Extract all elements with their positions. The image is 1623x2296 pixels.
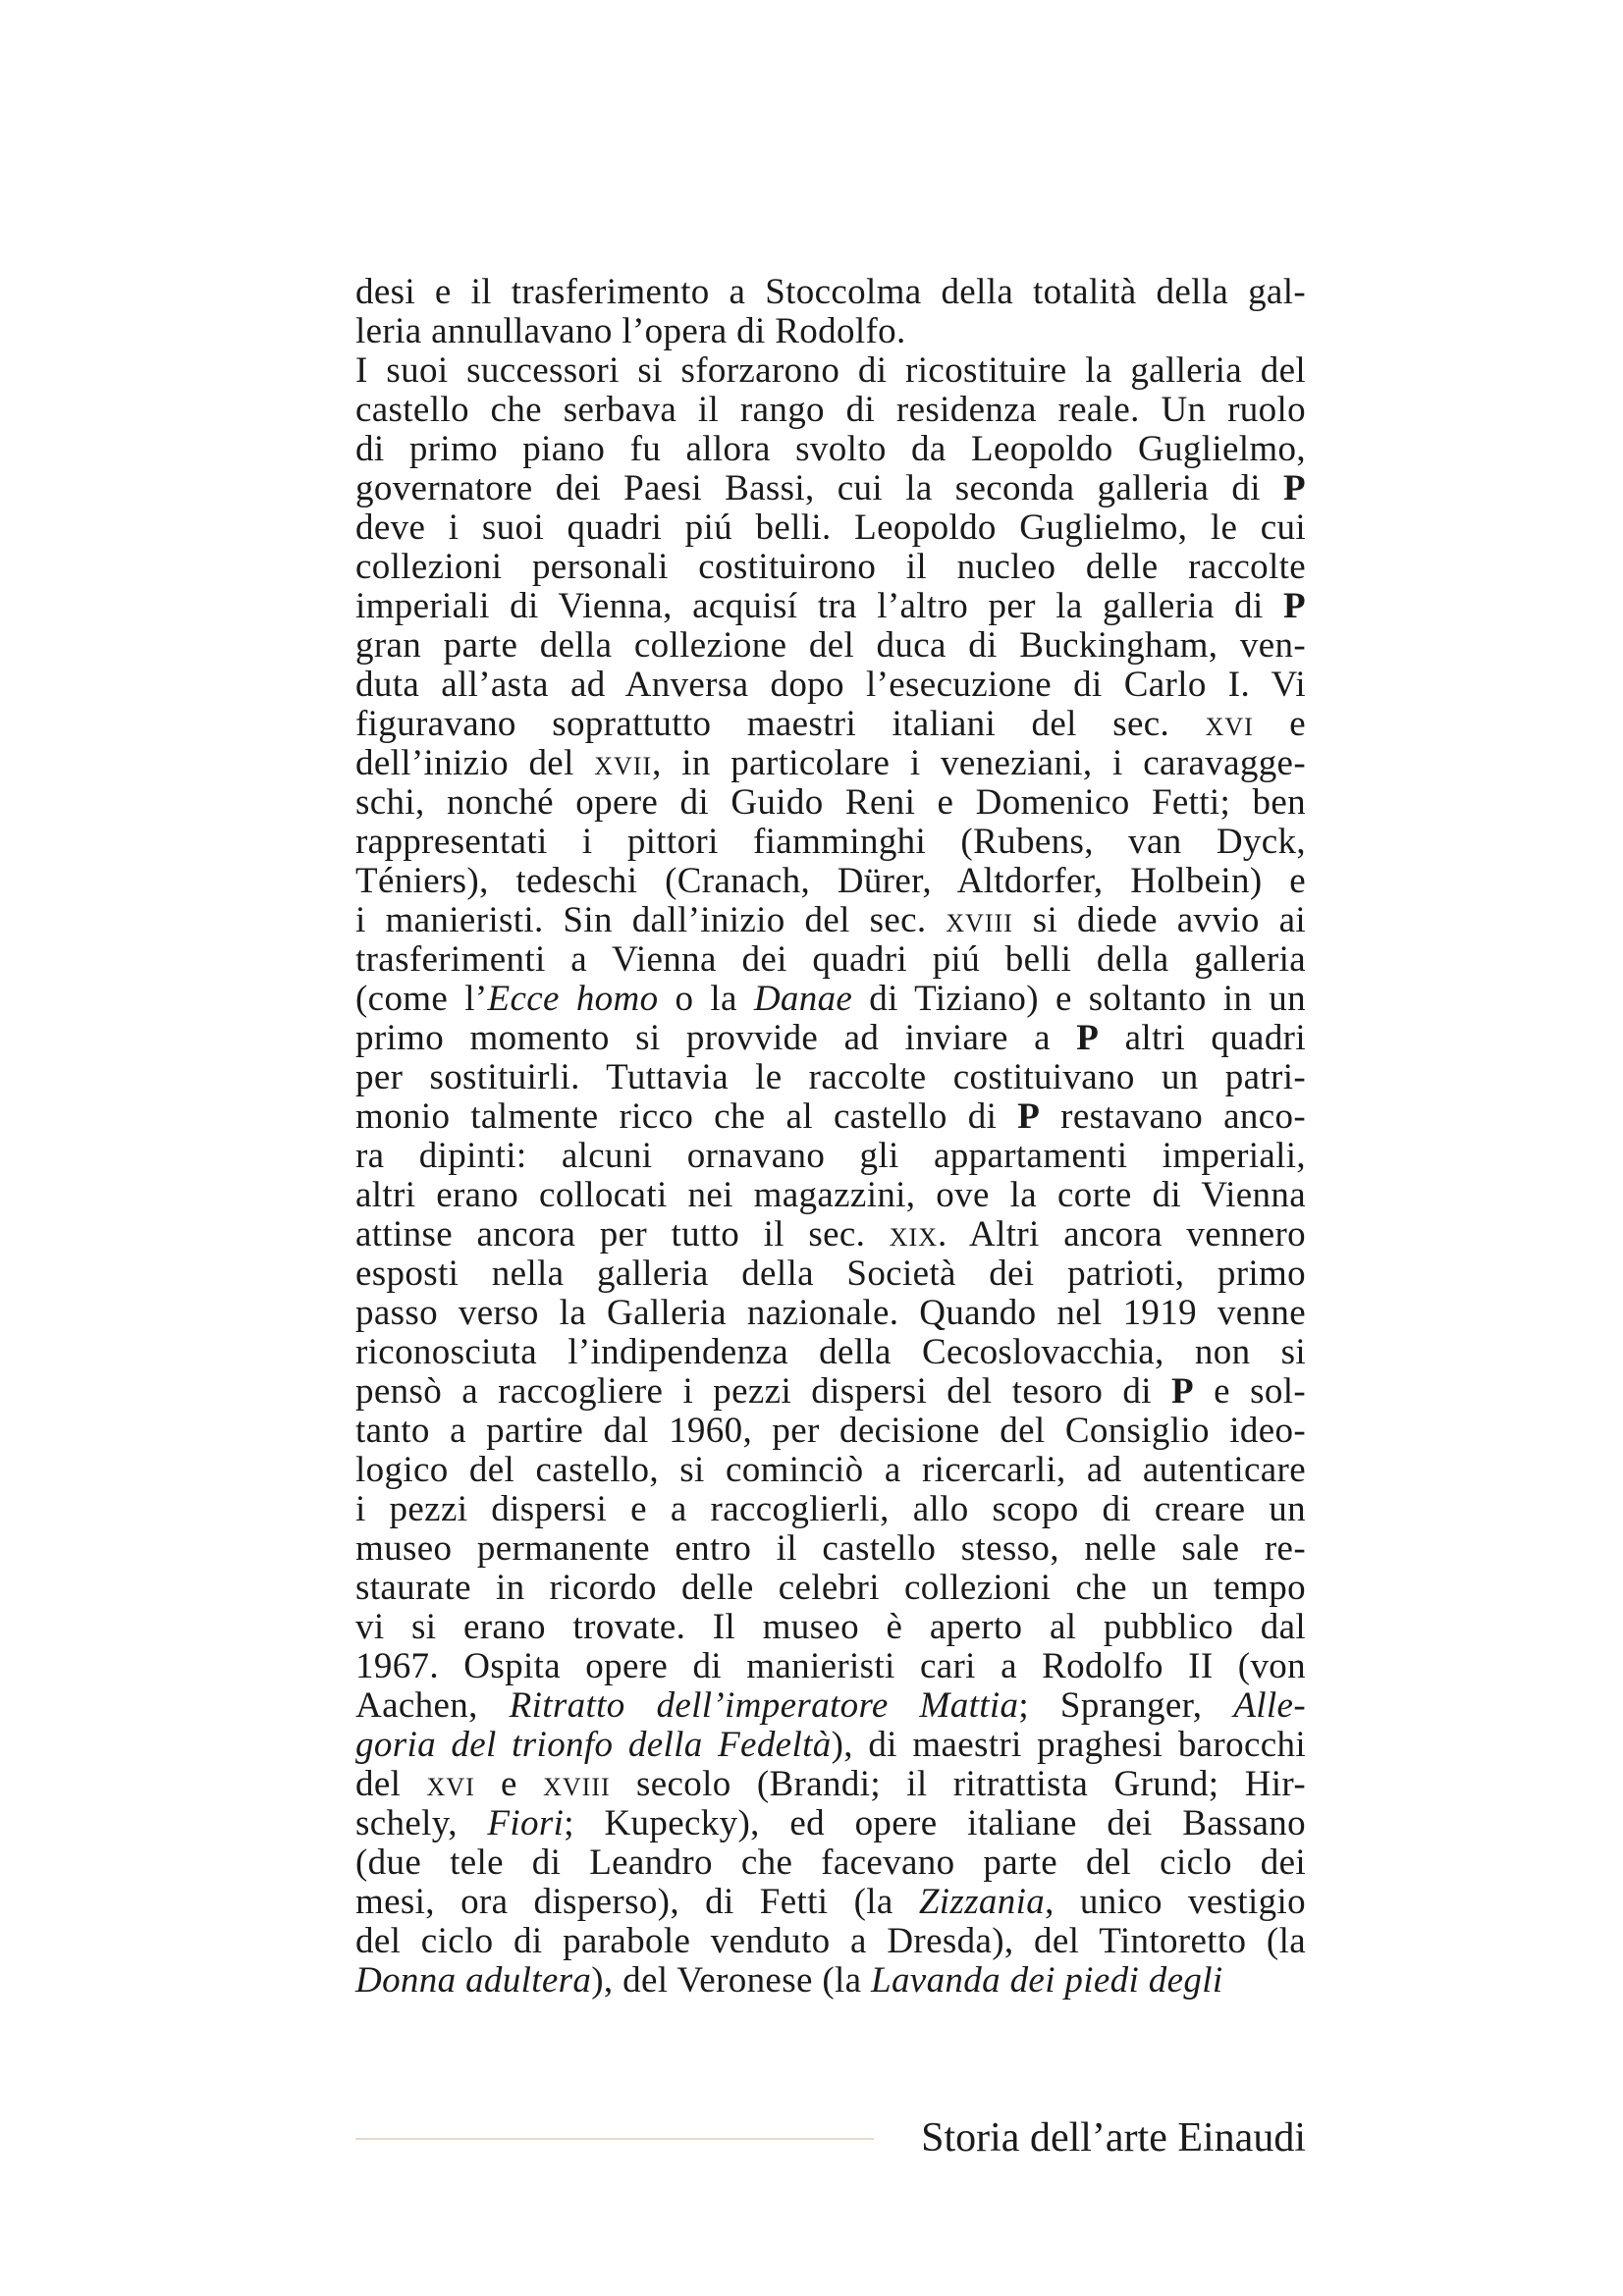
text-line <box>355 1215 1306 1255</box>
text-line <box>355 1255 1306 1294</box>
text-line <box>355 862 1306 901</box>
text-run: leria annullavano l’opera di Rodolfo. <box>355 311 906 351</box>
text-line <box>355 312 1306 351</box>
text-run: castello che serbava il rango di residenza reale. Un ruolo <box>355 390 1306 430</box>
text-run: e sol- <box>1194 1371 1306 1412</box>
text-line <box>355 391 1306 430</box>
text-italic: Ecce homo <box>487 979 659 1019</box>
text-line <box>355 1490 1306 1529</box>
text-run: deve i suoi quadri piú belli. Leopoldo Guglielmo, le cui <box>355 507 1306 548</box>
text-run: dell’inizio del <box>355 743 595 783</box>
text-line <box>355 351 1306 391</box>
text-run: , unico vestigio <box>1045 1882 1307 1922</box>
text-italic: Donna adultera <box>355 1960 592 2001</box>
footer-rule <box>355 2138 874 2140</box>
text-smallcaps: xvi <box>426 1764 475 1804</box>
text-run: si diede avvio ai <box>1012 900 1306 940</box>
text-run: o la <box>658 979 754 1019</box>
text-smallcaps: xviii <box>543 1764 611 1804</box>
text-line <box>355 1686 1306 1726</box>
text-run: logico del castello, si cominciò a ricercarli, ad autenticare <box>355 1450 1306 1490</box>
text-line <box>355 783 1306 823</box>
text-run: del ciclo di parabole venduto a Dresda), del Tintoretto (la <box>355 1921 1306 1961</box>
text-line <box>355 1883 1306 1922</box>
text-run: (come l’ <box>355 979 488 1019</box>
text-run: I suoi successori si sforzarono di ricostituire la galleria del <box>355 350 1306 391</box>
text-line <box>355 587 1306 626</box>
text-bold: P <box>1017 1096 1041 1137</box>
text-italic: Fiori <box>487 1803 565 1843</box>
text-line <box>355 273 1306 312</box>
text-line <box>355 548 1306 587</box>
text-line <box>355 980 1306 1019</box>
text-italic: Alle- <box>1233 1685 1306 1726</box>
text-line <box>355 1922 1306 1961</box>
text-line <box>355 744 1306 783</box>
text-run: , in particolare i veneziani, i caravagge- <box>652 743 1306 783</box>
text-run: duta all’asta ad Anversa dopo l’esecuzione di Carlo I. Vi <box>355 665 1306 705</box>
text-run: i pezzi dispersi e a raccoglierli, allo scopo di creare un <box>355 1489 1306 1529</box>
text-italic: goria del trionfo della Fedeltà <box>355 1725 832 1765</box>
text-line <box>355 1333 1306 1372</box>
text-line <box>355 1726 1306 1765</box>
body-text <box>355 273 1306 2001</box>
text-run: di Tiziano) e soltanto in un <box>852 979 1306 1019</box>
text-italic: Lavanda dei piedi degli <box>871 1960 1223 2001</box>
text-line <box>355 1608 1306 1647</box>
footer-series-title: Storia dell’arte Einaudi <box>921 2115 1306 2161</box>
text-run: schi, nonché opere di Guido Reni e Domenico Fetti; ben <box>355 782 1306 823</box>
text-line <box>355 705 1306 744</box>
text-run: ), del Veronese (la <box>591 1960 872 2001</box>
text-smallcaps: xviii <box>946 900 1013 940</box>
text-line <box>355 666 1306 705</box>
text-run: . Altri ancora vennero <box>938 1214 1307 1255</box>
text-run: monio talmente ricco che al castello di <box>355 1096 1018 1137</box>
text-run: ; Kupecky), ed opere italiane dei Bassano <box>564 1803 1306 1843</box>
text-run: pensò a raccogliere i pezzi dispersi del tesoro di <box>355 1371 1172 1412</box>
text-run: (due tele di Leandro che facevano parte del ciclo dei <box>355 1842 1306 1883</box>
text-line <box>355 1137 1306 1176</box>
text-smallcaps: xix <box>889 1214 938 1255</box>
text-bold: P <box>1283 586 1306 626</box>
text-line <box>355 508 1306 548</box>
text-run: e <box>474 1764 544 1804</box>
text-italic: Danae <box>753 979 853 1019</box>
text-run: desi e il trasferimento a Stoccolma della totalità della gal- <box>355 272 1306 312</box>
text-line <box>355 901 1306 940</box>
text-run: collezioni personali costituirono il nucleo delle raccolte <box>355 547 1306 587</box>
text-run: schely, <box>355 1803 488 1843</box>
text-run: per sostituirli. Tuttavia le raccolte costituivano un patri- <box>355 1057 1306 1097</box>
text-line <box>355 1097 1306 1137</box>
text-line <box>355 1176 1306 1215</box>
text-run: 1967. Ospita opere di manieristi cari a Rodolfo II (von <box>355 1646 1306 1686</box>
text-run: di primo piano fu allora svolto da Leopoldo Guglielmo, <box>355 429 1306 469</box>
text-run: altri quadri <box>1099 1018 1306 1058</box>
text-run: riconosciuta l’indipendenza della Cecoslovacchia, non si <box>355 1332 1306 1372</box>
text-line <box>355 430 1306 469</box>
page-footer <box>355 2110 1306 2165</box>
text-run: esposti nella galleria della Società dei patrioti, primo <box>355 1254 1306 1294</box>
text-line <box>355 1569 1306 1608</box>
text-run: museo permanente entro il castello stesso, nelle sale re- <box>355 1528 1306 1569</box>
text-line <box>355 1843 1306 1883</box>
text-run: imperiali di Vienna, acquisí tra l’altro per la galleria di <box>355 586 1284 626</box>
text-line <box>355 1529 1306 1569</box>
text-line <box>355 1412 1306 1451</box>
text-line <box>355 1451 1306 1490</box>
text-line <box>355 823 1306 862</box>
text-run: secolo (Brandi; il ritrattista Grund; Hir- <box>610 1764 1306 1804</box>
text-bold: P <box>1076 1018 1100 1058</box>
text-line <box>355 940 1306 980</box>
text-run: altri erano collocati nei magazzini, ove la corte di Vienna <box>355 1175 1306 1215</box>
text-line <box>355 1804 1306 1843</box>
text-line <box>355 1058 1306 1097</box>
text-line <box>355 626 1306 666</box>
text-run: Aachen, <box>355 1685 510 1726</box>
text-run: del <box>355 1764 427 1804</box>
text-bold: P <box>1171 1371 1194 1412</box>
text-italic: Ritratto dell’imperatore Mattia <box>509 1685 1019 1726</box>
text-run: governatore dei Paesi Bassi, cui la seconda galleria di <box>355 468 1284 508</box>
text-run: passo verso la Galleria nazionale. Quando nel 1919 venne <box>355 1293 1306 1333</box>
text-line <box>355 1372 1306 1412</box>
text-run: gran parte della collezione del duca di Buckingham, ven- <box>355 625 1306 666</box>
text-italic: Zizzania <box>918 1882 1046 1922</box>
text-run: trasferimenti a Vienna dei quadri piú belli della galleria <box>355 939 1306 980</box>
text-run: staurate in ricordo delle celebri collezioni che un tempo <box>355 1568 1306 1608</box>
text-run: figuravano soprattutto maestri italiani del sec. <box>355 704 1206 744</box>
text-run: e <box>1253 704 1306 744</box>
text-smallcaps: xvii <box>594 743 653 783</box>
text-bold: P <box>1283 468 1306 508</box>
text-line <box>355 469 1306 508</box>
text-run: vi si erano trovate. Il museo è aperto al pubblico dal <box>355 1607 1306 1647</box>
text-line <box>355 1647 1306 1686</box>
text-line <box>355 1765 1306 1804</box>
text-run: attinse ancora per tutto il sec. <box>355 1214 890 1255</box>
text-run: ra dipinti: alcuni ornavano gli appartamenti imperiali, <box>355 1136 1306 1176</box>
text-line <box>355 1294 1306 1333</box>
text-run: rappresentati i pittori fiamminghi (Rubens, van Dyck, <box>355 822 1306 862</box>
text-line <box>355 1019 1306 1058</box>
text-smallcaps: xvi <box>1205 704 1254 744</box>
text-run: i manieristi. Sin dall’inizio del sec. <box>355 900 947 940</box>
text-run: mesi, ora disperso), di Fetti (la <box>355 1882 919 1922</box>
text-run: ; Spranger, <box>1018 1685 1234 1726</box>
text-run: Téniers), tedeschi (Cranach, Dürer, Altdorfer, Holbein) e <box>355 861 1306 901</box>
text-run: ), di maestri praghesi barocchi <box>831 1725 1306 1765</box>
text-run: tanto a partire dal 1960, per decisione del Consiglio ideo- <box>355 1411 1306 1451</box>
text-run: restavano anco- <box>1040 1096 1306 1137</box>
text-line <box>355 1961 1306 2001</box>
text-run: primo momento si provvide ad inviare a <box>355 1018 1077 1058</box>
